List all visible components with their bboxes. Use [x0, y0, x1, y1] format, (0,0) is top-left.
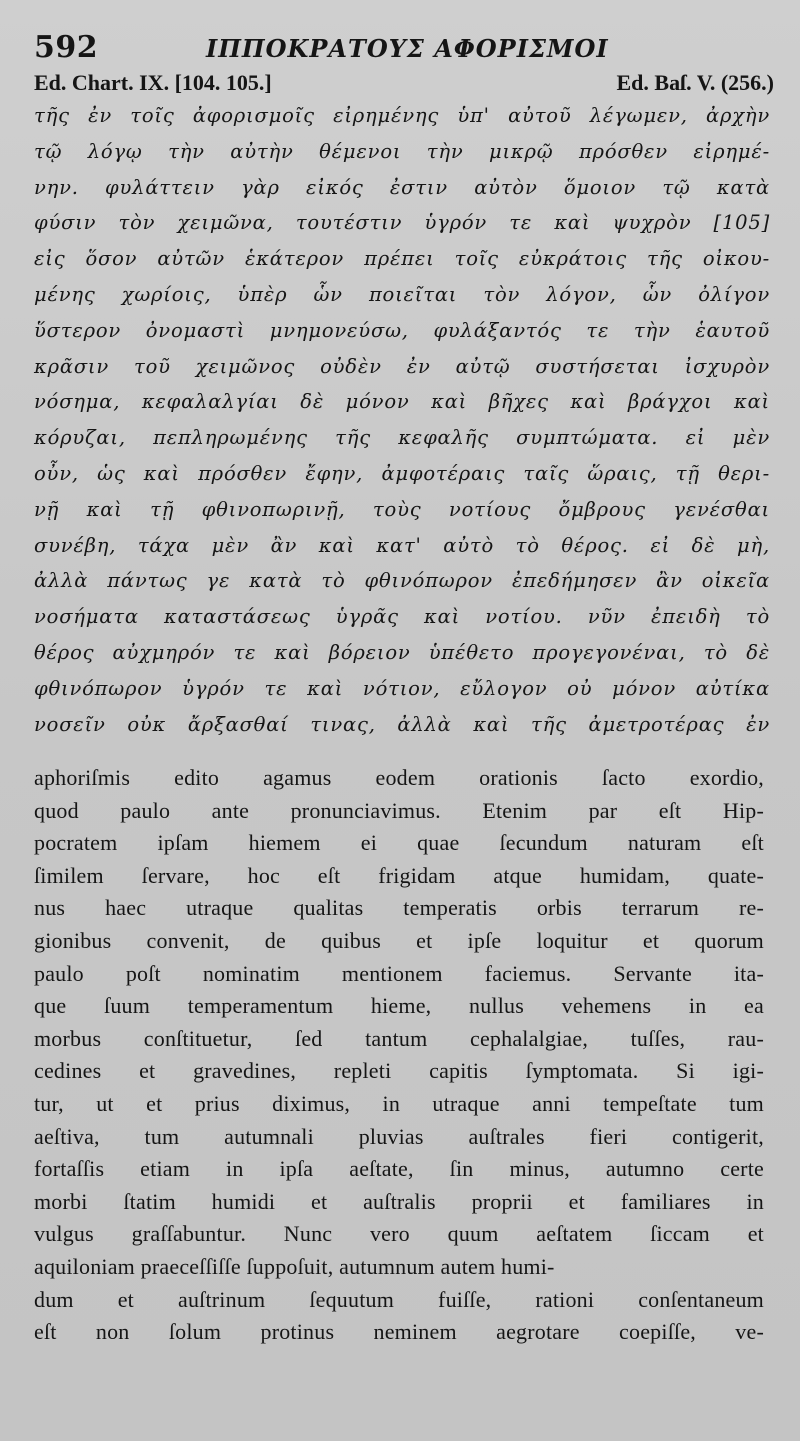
greek-text-line: θέρος αὐχμηρόν τε καὶ βόρειον ὑπέθετο προγεγονέναι, τὸ δὲ: [34, 640, 770, 664]
greek-text-block: [34, 98, 770, 742]
latin-text-line: paulo poſt nominatim mentionem faciemus. Servante ita-: [34, 960, 764, 986]
greek-text-line: νοσήματα καταστάσεως ὑγρᾶς καὶ νοτίου. νῦν ἐπειδὴ τὸ: [34, 605, 770, 629]
latin-text-line: cedines et gravedines, repleti capitis ſymptomata. Si igi-: [34, 1058, 764, 1084]
greek-text-line: φθινόπωρον ὑγρόν τε καὶ νότιον, εὔλογον οὐ μόνον αὐτίκα: [34, 676, 770, 700]
edition-reference-line: [34, 70, 774, 100]
page-header: [34, 30, 774, 70]
latin-text-line: que ſuum temperamentum hieme, nullus vehemens in ea: [34, 993, 764, 1019]
latin-text-line: vulgus graſſabuntur. Nunc vero quum aeſtatem ſiccam et: [34, 1221, 764, 1247]
greek-text-line: κόρυζαι, πεπληρωμένης τῆς κεφαλῆς συμπτώματα. εἰ μὲν: [34, 426, 770, 450]
greek-text-line: τῷ λόγῳ τὴν αὐτὴν θέμενοι τὴν μικρῷ πρόσθεν εἰρημέ-: [34, 139, 770, 163]
edition-basel-reference: Ed. Baſ. V. (256.): [616, 70, 774, 95]
greek-text-line: νοσεῖν οὐκ ἄρξασθαί τινας, ἀλλὰ καὶ τῆς ἀμετροτέρας ἐν: [34, 712, 770, 736]
latin-text-line: morbi ſtatim humidi et auſtralis proprii et familiares in: [34, 1188, 764, 1214]
greek-text-line: κρᾶσιν τοῦ χειμῶνος οὐδὲν ἐν αὐτῷ συστήσεται ἰσχυρὸν: [34, 354, 770, 378]
latin-text-line: aeſtiva, tum autumnali pluvias auſtrales fieri contigerit,: [34, 1123, 764, 1149]
latin-text-line: aphoriſmis edito agamus eodem orationis ſacto exordio,: [34, 765, 764, 790]
greek-text-line: φύσιν τὸν χειμῶνα, τουτέστιν ὑγρόν τε καὶ ψυχρὸν [105]: [34, 211, 770, 235]
greek-text-line: συνέβη, τάχα μὲν ἂν καὶ κατ' αὐτὸ τὸ θέρος. εἰ δὲ μὴ,: [34, 533, 770, 557]
latin-text-line: fortaſſis etiam in ipſa aeſtate, ſin minus, autumno certe: [34, 1156, 764, 1182]
latin-text-block: [34, 762, 764, 1349]
latin-text-line: nus haec utraque qualitas temperatis orbis terrarum re-: [34, 895, 764, 921]
greek-text-line: ὕστερον ὀνομαστὶ μνημονεύσω, φυλάξαντός τε τὴν ἑαυτοῦ: [34, 318, 770, 342]
latin-text-line: quod paulo ante pronunciavimus. Etenim par eſt Hip-: [34, 797, 764, 823]
greek-text-line: νῇ καὶ τῇ φθινοπωρινῇ, τοὺς νοτίους ὄμβρους γενέσθαι: [34, 497, 770, 521]
latin-text-line: ſimilem ſervare, hoc eſt frigidam atque humidam, quate-: [34, 862, 764, 888]
edition-chartier-reference: Ed. Chart. IX. [104. 105.]: [34, 70, 272, 95]
running-title: ΙΠΠΟΚΡΑΤΟΥΣ ΑΦΟΡΙΣΜΟΙ: [206, 34, 609, 63]
latin-text-line: morbus conſtituetur, ſed tantum cephalalgiae, tuſſes, rau-: [34, 1025, 764, 1051]
latin-text-line: tur, ut et prius diximus, in utraque anni tempeſtate tum: [34, 1090, 764, 1116]
greek-text-line: μένης χωρίοις, ὑπὲρ ὧν ποιεῖται τὸν λόγον, ὧν ὀλίγον: [34, 282, 770, 306]
greek-text-line: ἀλλὰ πάντως γε κατὰ τὸ φθινόπωρον ἐπεδήμησεν ἂν οἰκεῖα: [34, 569, 770, 593]
greek-text-line: νόσημα, κεφαλαλγίαι δὲ μόνον καὶ βῆχες καὶ βράγχοι καὶ: [34, 390, 770, 414]
latin-text-line: pocratem ipſam hiemem ei quae ſecundum naturam eſt: [34, 830, 764, 856]
greek-text-line: νην. φυλάττειν γὰρ εἰκός ἐστιν αὐτὸν ὅμοιον τῷ κατὰ: [34, 175, 770, 199]
greek-text-line: οὖν, ὡς καὶ πρόσθεν ἔφην, ἀμφοτέραις ταῖς ὥραις, τῇ θερι-: [34, 461, 770, 485]
latin-text-line: aquiloniam praeceſſiſſe ſuppoſuit, autumnum autem humi-: [34, 1253, 555, 1279]
greek-text-line: εἰς ὅσον αὐτῶν ἑκάτερον πρέπει τοῖς εὐκράτοις τῆς οἰκου-: [34, 247, 770, 271]
latin-text-line: gionibus convenit, de quibus et ipſe loquitur et quorum: [34, 927, 764, 953]
greek-text-line: τῆς ἐν τοῖς ἀφορισμοῖς εἰρημένης ὑπ' αὐτοῦ λέγωμεν, ἀρχὴν: [34, 104, 770, 127]
latin-text-line: dum et auſtrinum ſequutum fuiſſe, rationi conſentaneum: [34, 1286, 764, 1312]
page-number: 592: [34, 30, 99, 65]
latin-text-line: eſt non ſolum protinus neminem aegrotare coepiſſe, ve-: [34, 1319, 764, 1345]
